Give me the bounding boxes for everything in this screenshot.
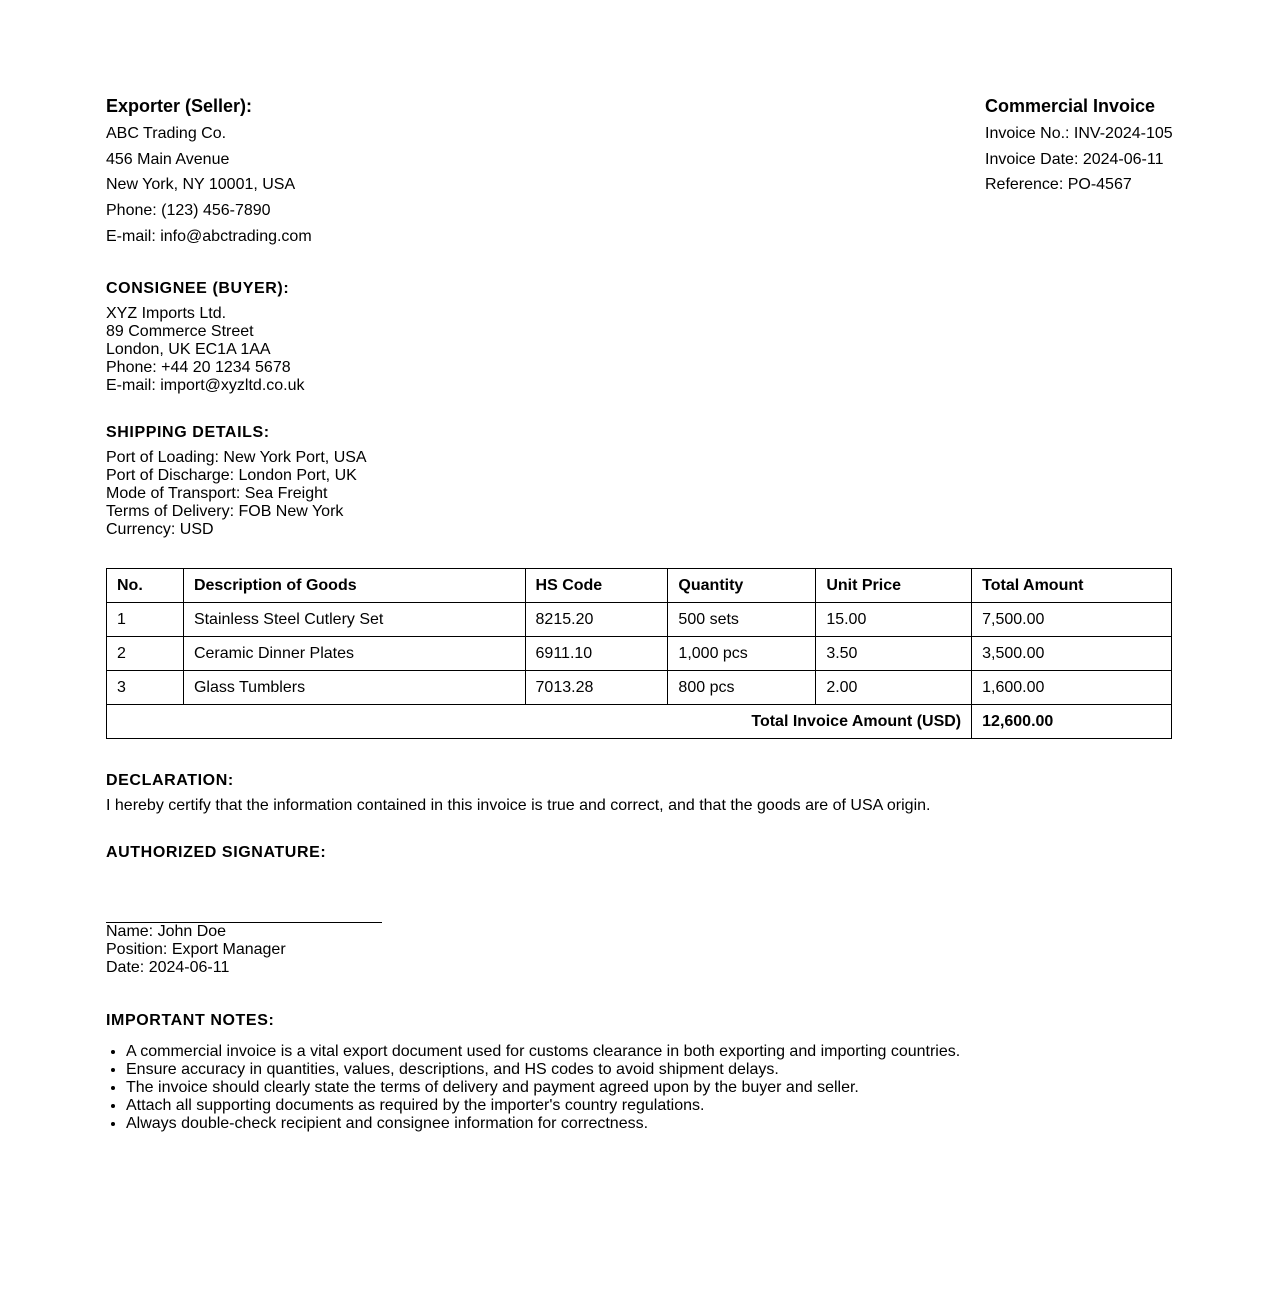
exporter-company: ABC Trading Co. <box>106 125 227 142</box>
consignee-address-line-1: 89 Commerce Street <box>106 323 254 340</box>
declaration-text: I hereby certify that the information contained in this invoice is true and correct, and that the goods are of USA origin. <box>106 797 931 814</box>
cell-description: Stainless Steel Cutlery Set <box>183 603 525 637</box>
cell-total-amount: 3,500.00 <box>972 637 1172 671</box>
list-item: • A commercial invoice is a vital export document used for customs clearance in both exporting and importing countries. <box>126 1043 960 1061</box>
notes-heading: IMPORTANT NOTES: <box>106 1012 275 1029</box>
consignee-address-line-2: London, UK EC1A 1AA <box>106 341 271 358</box>
header-total-amount: Total Amount <box>972 569 1172 603</box>
header-hs-code: HS Code <box>525 569 668 603</box>
exporter-email: E-mail: info@abctrading.com <box>106 227 312 245</box>
cell-hs-code: 8215.20 <box>525 603 668 637</box>
currency: Currency: USD <box>106 521 214 538</box>
table-row <box>107 637 1172 671</box>
shipping-block <box>106 423 367 539</box>
exporter-address-line-1: 456 Main Avenue <box>106 150 230 168</box>
consignee-company: XYZ Imports Ltd. <box>106 305 227 322</box>
signatory-name: Name: John Doe <box>106 923 227 940</box>
cell-description: Glass Tumblers <box>183 671 525 705</box>
consignee-phone: Phone: +44 20 1234 5678 <box>106 359 291 376</box>
notes-block <box>106 1011 960 1133</box>
goods-table <box>106 568 1172 739</box>
signature-date: Date: 2024-06-11 <box>106 959 230 976</box>
consignee-block <box>106 279 305 395</box>
exporter-phone: Phone: (123) 456-7890 <box>106 202 271 220</box>
signatory-position: Position: Export Manager <box>106 941 286 958</box>
signature-heading: AUTHORIZED SIGNATURE: <box>106 844 327 861</box>
list-item: • Always double-check recipient and consignee information for correctness. <box>126 1115 960 1133</box>
exporter-block <box>106 95 312 250</box>
consignee-email: E-mail: import@xyzltd.co.uk <box>106 377 305 394</box>
cell-unit-price: 2.00 <box>816 671 972 705</box>
port-of-discharge: Port of Discharge: London Port, UK <box>106 467 357 484</box>
cell-hs-code: 6911.10 <box>525 637 668 671</box>
exporter-heading: Exporter (Seller): <box>106 96 253 116</box>
consignee-heading: CONSIGNEE (BUYER): <box>106 280 290 297</box>
table-row <box>107 603 1172 637</box>
port-of-loading: Port of Loading: New York Port, USA <box>106 449 367 466</box>
table-header-row <box>107 569 1172 603</box>
header-unit-price: Unit Price <box>816 569 972 603</box>
cell-total-amount: 7,500.00 <box>972 603 1172 637</box>
cell-quantity: 800 pcs <box>668 671 816 705</box>
cell-no: 1 <box>107 603 184 637</box>
exporter-address-line-2: New York, NY 10001, USA <box>106 176 296 194</box>
list-item: • Attach all supporting documents as required by the importer's country regulations. <box>126 1097 960 1115</box>
header-no: No. <box>107 569 184 603</box>
header-quantity: Quantity <box>668 569 816 603</box>
invoice-number: Invoice No.: INV-2024-105 <box>985 125 1173 142</box>
invoice-reference: Reference: PO-4567 <box>985 176 1132 194</box>
list-item: • The invoice should clearly state the terms of delivery and payment agreed upon by the buyer and seller. <box>126 1079 960 1097</box>
cell-hs-code: 7013.28 <box>525 671 668 705</box>
cell-description: Ceramic Dinner Plates <box>183 637 525 671</box>
cell-quantity: 500 sets <box>668 603 816 637</box>
mode-of-transport: Mode of Transport: Sea Freight <box>106 485 328 502</box>
invoice-date: Invoice Date: 2024-06-11 <box>985 150 1164 168</box>
notes-list <box>106 1043 960 1133</box>
cell-unit-price: 15.00 <box>816 603 972 637</box>
cell-no: 3 <box>107 671 184 705</box>
header-description: Description of Goods <box>183 569 525 603</box>
cell-no: 2 <box>107 637 184 671</box>
cell-unit-price: 3.50 <box>816 637 972 671</box>
list-item: • Ensure accuracy in quantities, values, descriptions, and HS codes to avoid shipment delays. <box>126 1061 960 1079</box>
invoice-info-block <box>985 95 1173 198</box>
signature-line <box>106 869 382 923</box>
shipping-heading: SHIPPING DETAILS: <box>106 424 270 441</box>
terms-of-delivery: Terms of Delivery: FOB New York <box>106 503 344 520</box>
table-row <box>107 671 1172 705</box>
declaration-block <box>106 771 930 815</box>
total-invoice-label: Total Invoice Amount (USD) <box>107 705 972 739</box>
table-total-row <box>107 705 1172 739</box>
invoice-title: Commercial Invoice <box>985 96 1156 116</box>
cell-total-amount: 1,600.00 <box>972 671 1172 705</box>
total-invoice-value: 12,600.00 <box>972 705 1172 739</box>
signature-block <box>106 843 382 977</box>
cell-quantity: 1,000 pcs <box>668 637 816 671</box>
declaration-heading: DECLARATION: <box>106 772 234 789</box>
